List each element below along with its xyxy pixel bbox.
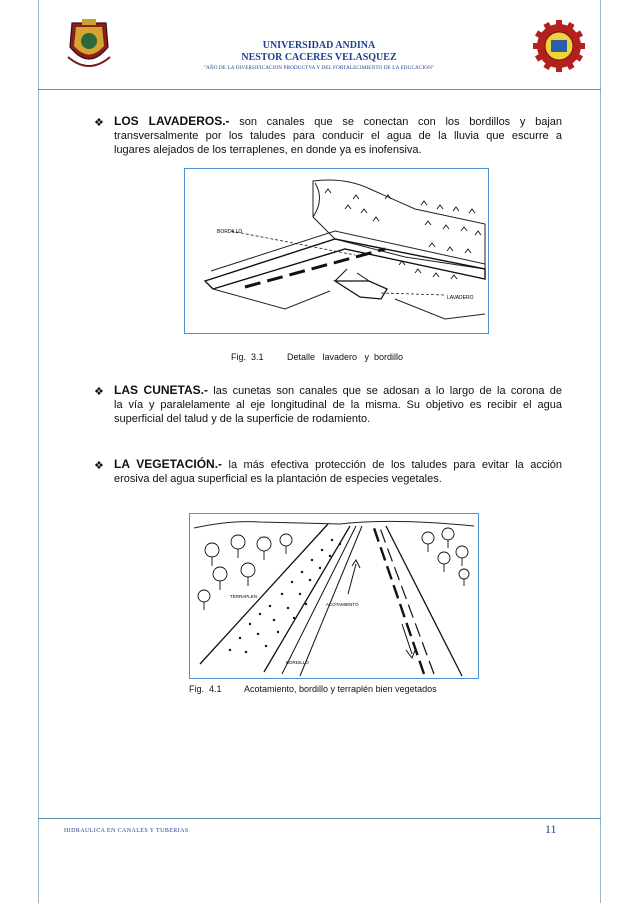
university-subtitle: NESTOR CACERES VELASQUEZ — [241, 52, 397, 63]
section-line: superficial del talud y de la superficie de rodamiento. — [114, 413, 371, 425]
section-line: son canales que se conectan con los bordillos y bajan — [239, 116, 563, 128]
acotamiento-drawing — [190, 514, 478, 678]
year-motto: "AÑO DE LA DIVERSIFICACION PRODUCTVA Y DEL FORTALECIMIENTO DE LA EDUCACION" — [203, 65, 435, 71]
section-line: la vía y paralelamente al eje longitudinal de la misma. Su objetivo es recibir el agua — [114, 399, 562, 411]
figure-caption-number: Fig. 3.1 — [231, 352, 264, 362]
label-acotamiento: ACOTAMIENTO — [326, 602, 359, 607]
label-bordillo: BORDILLO — [286, 660, 309, 665]
section-line: erosiva del agua superficial es la plantación de especies vegetales. — [114, 473, 442, 485]
section-line: las cunetas son canales que se adosan a lo largo de la corona de — [213, 385, 562, 397]
figure-caption-number: Fig. 4.1 — [189, 684, 222, 694]
figure-caption-text: Acotamiento, bordillo y terraplén bien vegetados — [244, 684, 437, 694]
faculty-seal-icon — [533, 20, 585, 72]
section-title: LOS LAVADEROS.- — [114, 114, 230, 128]
page-header — [0, 0, 638, 92]
lavadero-drawing — [185, 169, 488, 333]
footer-course-title: HIDRAULICA EN CANALES Y TUBERIAS — [64, 828, 189, 834]
paragraph-vegetacion — [114, 457, 562, 486]
diamond-bullet-icon: ❖ — [94, 460, 104, 472]
section-line: la más efectiva protección de los taludes para evitar la acción — [228, 459, 563, 471]
label-lavadero: LAVADERO — [447, 295, 474, 301]
header-divider — [38, 89, 601, 90]
figure-caption-text: Detalle lavadero y bordillo — [287, 352, 404, 362]
figure-lavadero-bordillo — [184, 168, 489, 334]
label-bordillo: BORDILLO — [217, 229, 243, 235]
diamond-bullet-icon: ❖ — [94, 386, 104, 398]
section-title: LAS CUNETAS.- — [114, 383, 208, 397]
page-number: 11 — [545, 822, 557, 836]
label-terraplen: TERRAPLEN — [230, 594, 258, 599]
section-title: LA VEGETACIÓN.- — [114, 457, 223, 471]
page-border-right — [600, 0, 601, 903]
figure-acotamiento — [189, 513, 479, 679]
paragraph-lavaderos — [114, 114, 562, 157]
page-border-left — [38, 0, 39, 903]
university-name: UNIVERSIDAD ANDINA — [262, 40, 376, 51]
diamond-bullet-icon: ❖ — [94, 117, 104, 129]
section-line: lugares alejados de los terraplenes, en donde ya es inofensiva. — [114, 144, 422, 156]
footer-divider — [38, 818, 601, 819]
section-line: transversalmente por los taludes para conducir el agua de la lluvia que escurre a — [114, 130, 562, 142]
paragraph-cunetas — [114, 383, 562, 426]
